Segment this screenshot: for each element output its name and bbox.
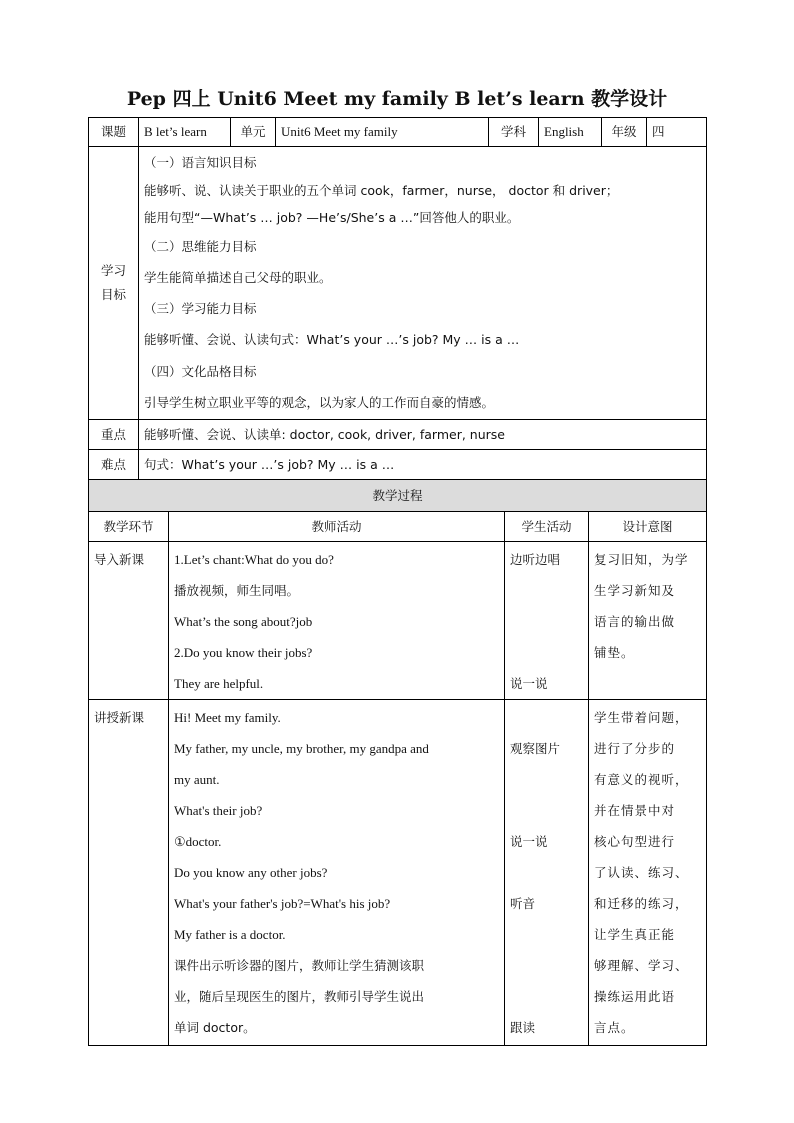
objective-line: （四）文化品格目标 [144,364,257,379]
info-table [88,117,707,480]
teacher-cell [169,700,505,1046]
objectives-label-line2: 目标 [100,287,126,302]
intent-line: 铺垫。 [594,645,635,660]
student-line [510,950,583,981]
header-row [89,118,707,147]
student-line [510,981,583,1012]
intent-line: 进行了分步的 [594,741,676,756]
teacher-line: 2.Do you know their jobs? [174,645,313,660]
teacher-line: What’s the song about?job [174,614,313,629]
stage-cell: 讲授新课 [89,700,169,1046]
intent-line: 有意义的视听， [594,772,689,787]
teacher-line: What's their job? [174,803,263,818]
page-title: Pep 四上 Unit6 Meet my family B let’s learn 教学设计 [126,88,668,110]
grade-label: 年级 [602,118,647,147]
key-point-row [89,420,707,450]
objectives-row [89,147,707,420]
topic-label: 课题 [89,118,139,147]
objective-line: 能够听懂、会说、认读句式：What’s your …’s job? My … is a … [144,332,520,347]
difficulty-value: 句式：What’s your …’s job? My … is a … [139,450,707,480]
student-line: 跟读 [510,1020,536,1035]
intent-cell [589,542,707,700]
teacher-line: My father is a doctor. [174,927,286,942]
difficulty-row [89,450,707,480]
student-line: 边听边唱 [510,552,561,567]
intent-line: 学生带着问题， [594,710,689,725]
objective-line: 能够听、说、认读关于职业的五个单词 cook，farmer，nurse， doctor 和 driver； [144,183,619,198]
key-point-value: 能够听懂、会说、认读单: doctor, cook, driver, farmer, nurse [139,420,707,450]
intent-line: 了认读、练习、 [594,865,689,880]
process-section-title: 教学过程 [89,480,707,512]
col-stage: 教学环节 [89,512,169,542]
stage-cell: 导入新课 [89,542,169,700]
teacher-line: Do you know any other jobs? [174,865,328,880]
objective-line: 学生能简单描述自己父母的职业。 [144,270,332,285]
teacher-line: 课件出示听诊器的图片，教师让学生猜测该职 [174,958,425,973]
teacher-line: ①doctor. [174,834,222,849]
intent-line: 语言的输出做 [594,614,676,629]
student-cell [505,542,589,700]
student-cell [505,700,589,1046]
teacher-line: My father, my uncle, my brother, my gandpa and [174,741,429,756]
student-line [510,637,583,668]
process-column-header [89,512,707,542]
teacher-line: my aunt. [174,772,220,787]
unit-label: 单元 [231,118,276,147]
intent-line: 生学习新知及 [594,583,676,598]
student-line: 观察图片 [510,741,561,756]
teacher-line: 单词 doctor。 [174,1020,256,1035]
objective-line: （三）学习能力目标 [144,301,257,316]
student-line: 说一说 [510,834,548,849]
table-row [89,700,707,1046]
intent-line: 让学生真正能 [594,927,676,942]
student-line [510,857,583,888]
student-line [510,795,583,826]
teacher-line: 1.Let’s chant:What do you do? [174,552,334,567]
process-section-row [89,480,707,512]
student-line [510,764,583,795]
key-point-label: 重点 [89,420,139,450]
col-intent: 设计意图 [589,512,707,542]
teacher-line: What's your father's job?=What's his job? [174,896,391,911]
subject-value: English [539,118,602,147]
topic-value: B let’s learn [139,118,231,147]
objective-line: 引导学生树立职业平等的观念，以为家人的工作而自豪的情感。 [144,395,495,410]
intent-line: 操练运用此语 [594,989,676,1004]
objective-line: （二）思维能力目标 [144,239,257,254]
intent-line: 够理解、学习、 [594,958,689,973]
teacher-line: Hi! Meet my family. [174,710,281,725]
student-line: 说一说 [510,676,548,691]
intent-line: 核心句型进行 [594,834,676,849]
teacher-line: 业，随后呈现医生的图片，教师引导学生说出 [174,989,425,1004]
student-line [510,702,583,733]
objective-line: 能用句型“—What’s … job? —He’s/She’s a …”回答他人的职业。 [144,210,520,225]
col-teacher: 教师活动 [169,512,505,542]
difficulty-label: 难点 [89,450,139,480]
objectives-label [89,147,139,420]
teacher-cell [169,542,505,700]
intent-cell [589,700,707,1046]
col-student: 学生活动 [505,512,589,542]
table-row [89,542,707,700]
objective-line: （一）语言知识目标 [144,155,257,170]
intent-line: 并在情景中对 [594,803,676,818]
teacher-line: They are helpful. [174,676,264,691]
student-line [510,606,583,637]
process-table [88,479,707,1046]
teacher-line: 播放视频，师生同唱。 [174,583,300,598]
objectives-label-line1: 学习 [100,263,126,278]
unit-value: Unit6 Meet my family [276,118,489,147]
student-line [510,919,583,950]
intent-line: 言点。 [594,1020,635,1035]
intent-line: 复习旧知，为学 [594,552,689,567]
student-line [510,575,583,606]
grade-value: 四 [647,118,707,147]
objectives-content [139,147,707,420]
subject-label: 学科 [489,118,539,147]
student-line: 听音 [510,896,536,911]
intent-line: 和迁移的练习， [594,896,689,911]
